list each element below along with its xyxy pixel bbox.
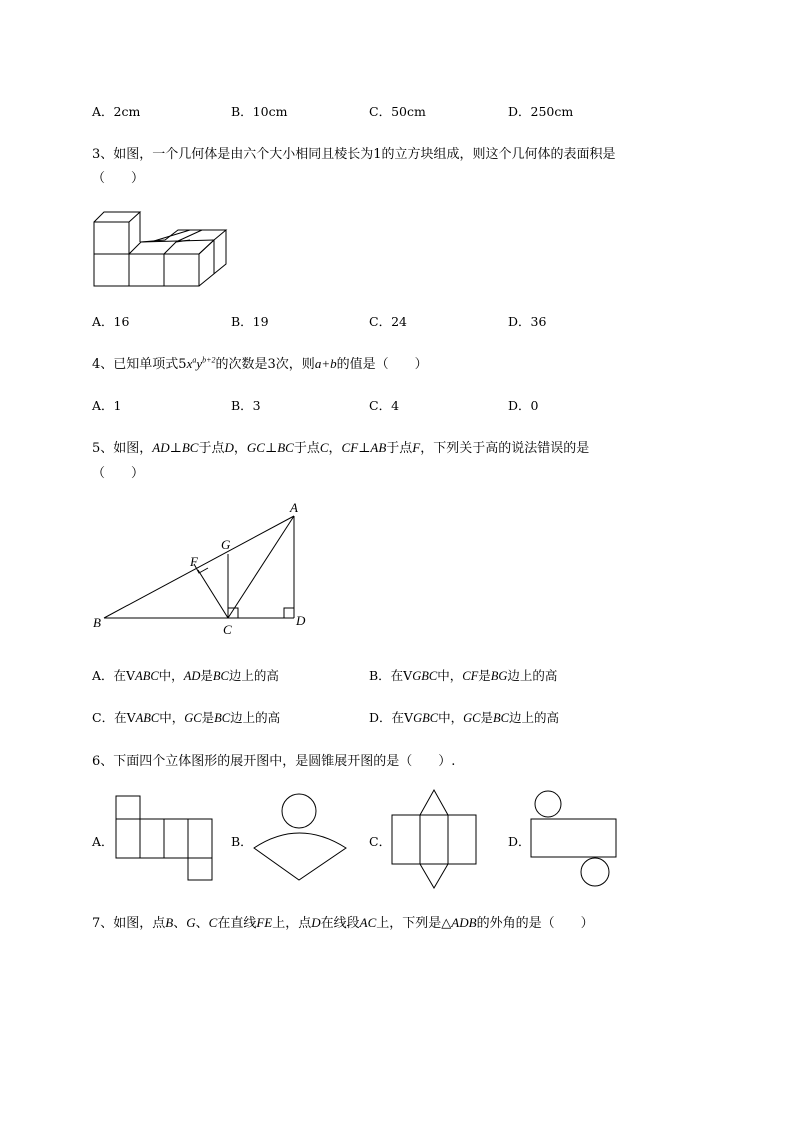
opt-text: 是 (480, 710, 493, 725)
q6-prism-net-figure (390, 788, 480, 890)
q4-coef: 5 (178, 357, 187, 372)
q3-option-d: D．36 (508, 314, 547, 329)
q5-text: ，下列关于高的说法错误的是 (420, 441, 590, 456)
q4-option-c: C．4 (369, 398, 400, 413)
opt-text: 中， (437, 668, 463, 683)
q4-x-exp: a (192, 355, 197, 365)
opt-text: D．在V (369, 710, 414, 725)
q4-suffix: 的值是（ ） (336, 357, 428, 372)
q7-text: 7、如图，点 (92, 916, 166, 931)
opt-text: A．在V (92, 668, 136, 683)
q7-point-d: D (311, 915, 321, 930)
opt-text: 是 (201, 710, 215, 725)
q5-perp: ⊥ (358, 441, 371, 456)
q2-option-a: A．2cm (92, 104, 141, 119)
q7-point-g: G (186, 915, 196, 930)
q5-seg-cf: CF (341, 440, 359, 455)
q5-perp: ⊥ (264, 441, 278, 456)
q2-option-c: C．50cm (369, 104, 426, 119)
q6-cube-net-figure (115, 795, 215, 885)
opt-triangle: GBC (412, 669, 438, 683)
q5-stem-line1 (92, 437, 589, 456)
opt-text: 中， (159, 710, 185, 725)
opt-text: 边上的高 (230, 710, 281, 725)
q7-text: 、 (195, 916, 209, 931)
q5-option-d (369, 708, 559, 726)
q5-text: 于点 (386, 441, 413, 456)
label-b: B (93, 615, 101, 630)
q5-point-f: F (412, 440, 421, 455)
q4-expr: a+b (314, 356, 337, 371)
q3-option-b: B．19 (231, 314, 269, 329)
opt-text: 边上的高 (228, 668, 279, 683)
label-d: D (296, 613, 306, 628)
q5-text: 5、如图， (92, 441, 153, 456)
q7-seg-ac: AC (359, 915, 377, 930)
q6-cylinder-net-figure (529, 789, 621, 889)
opt-base: BG (490, 669, 508, 683)
q5-triangle-figure (90, 502, 320, 642)
q2-option-b: B．10cm (231, 104, 288, 119)
q4-y-exp: b+2 (202, 355, 216, 365)
q4-option-b: B．3 (231, 398, 261, 413)
q7-point-b: B (165, 915, 174, 930)
q6-option-a-letter: A． (92, 834, 114, 849)
opt-segment: GC (463, 711, 481, 725)
q7-point-c: C (208, 915, 218, 930)
opt-triangle: ABC (135, 669, 159, 683)
q5-stem-line2: （ ） (92, 466, 145, 481)
opt-text: 中， (158, 668, 184, 683)
opt-base: BC (214, 711, 231, 725)
label-a: A (290, 500, 298, 515)
q5-text: ， (328, 441, 342, 456)
opt-triangle: GBC (413, 711, 439, 725)
q4-stem (92, 353, 428, 372)
q6-option-b-letter: B． (231, 834, 253, 849)
q5-seg-gc: GC (246, 440, 265, 455)
q5-seg-bc: BC (277, 440, 294, 455)
q3-stem-line1: 3、如图，一个几何体是由六个大小相同且棱长为1的立方块组成，则这个几何体的表面积是 (92, 147, 616, 162)
opt-text: 边上的高 (508, 710, 559, 725)
q7-triangle-adb: ADB (451, 915, 477, 930)
opt-base: BC (212, 669, 229, 683)
q4-option-d: D．0 (508, 398, 539, 413)
q7-line-fe: FE (256, 915, 273, 930)
q5-text: 于点 (198, 441, 225, 456)
label-f: F (190, 554, 198, 569)
q7-text: 的外角的是（ ） (476, 916, 594, 931)
q4-middle: 的次数是3次，则 (215, 357, 315, 372)
q5-option-b (369, 666, 557, 684)
q5-point-d: D (224, 440, 234, 455)
opt-text: B．在V (369, 668, 413, 683)
q6-cone-net-figure (252, 792, 352, 884)
opt-segment: GC (184, 711, 202, 725)
opt-base: BC (492, 711, 509, 725)
q4-x: x (186, 356, 193, 371)
q7-text: 上，点 (272, 916, 312, 931)
label-g: G (221, 537, 231, 552)
q3-option-a: A．16 (92, 314, 130, 329)
q7-stem (92, 912, 594, 931)
q5-option-a (92, 666, 279, 684)
opt-text: 是 (478, 668, 491, 683)
q5-perp: ⊥ (169, 441, 182, 456)
q2-option-d: D．250cm (508, 104, 574, 119)
q6-stem: 6、下面四个立体图形的展开图中，是圆锥展开图的是（ ）. (92, 754, 456, 769)
q5-point-c: C (319, 440, 329, 455)
q6-option-d-letter: D． (508, 834, 531, 849)
q5-seg-ad: AD (152, 440, 170, 455)
q7-text: 上，下列是△ (376, 916, 452, 931)
q3-cube-figure (92, 210, 232, 290)
label-c: C (223, 622, 232, 637)
q5-option-c (92, 708, 280, 726)
q3-option-c: C．24 (369, 314, 407, 329)
q4-prefix: 4、已知单项式 (92, 357, 179, 372)
q4-option-a: A．1 (92, 398, 122, 413)
q5-text: ， (233, 441, 247, 456)
q6-option-c-letter: C． (369, 834, 392, 849)
opt-text: 是 (200, 668, 213, 683)
q7-text: 在线段 (320, 916, 360, 931)
opt-segment: AD (183, 669, 201, 683)
opt-text: C．在V (92, 710, 136, 725)
q5-seg-ab: AB (370, 440, 387, 455)
q7-text: 、 (173, 916, 187, 931)
q7-text: 在直线 (217, 916, 257, 931)
q3-stem-line2: （ ） (92, 171, 145, 186)
q5-text: 于点 (293, 441, 320, 456)
q5-seg-bc: BC (181, 440, 199, 455)
q4-y: y (196, 356, 203, 371)
opt-text: 边上的高 (507, 668, 558, 683)
opt-text: 中， (438, 710, 464, 725)
opt-segment: CF (462, 669, 479, 683)
opt-triangle: ABC (135, 711, 160, 725)
